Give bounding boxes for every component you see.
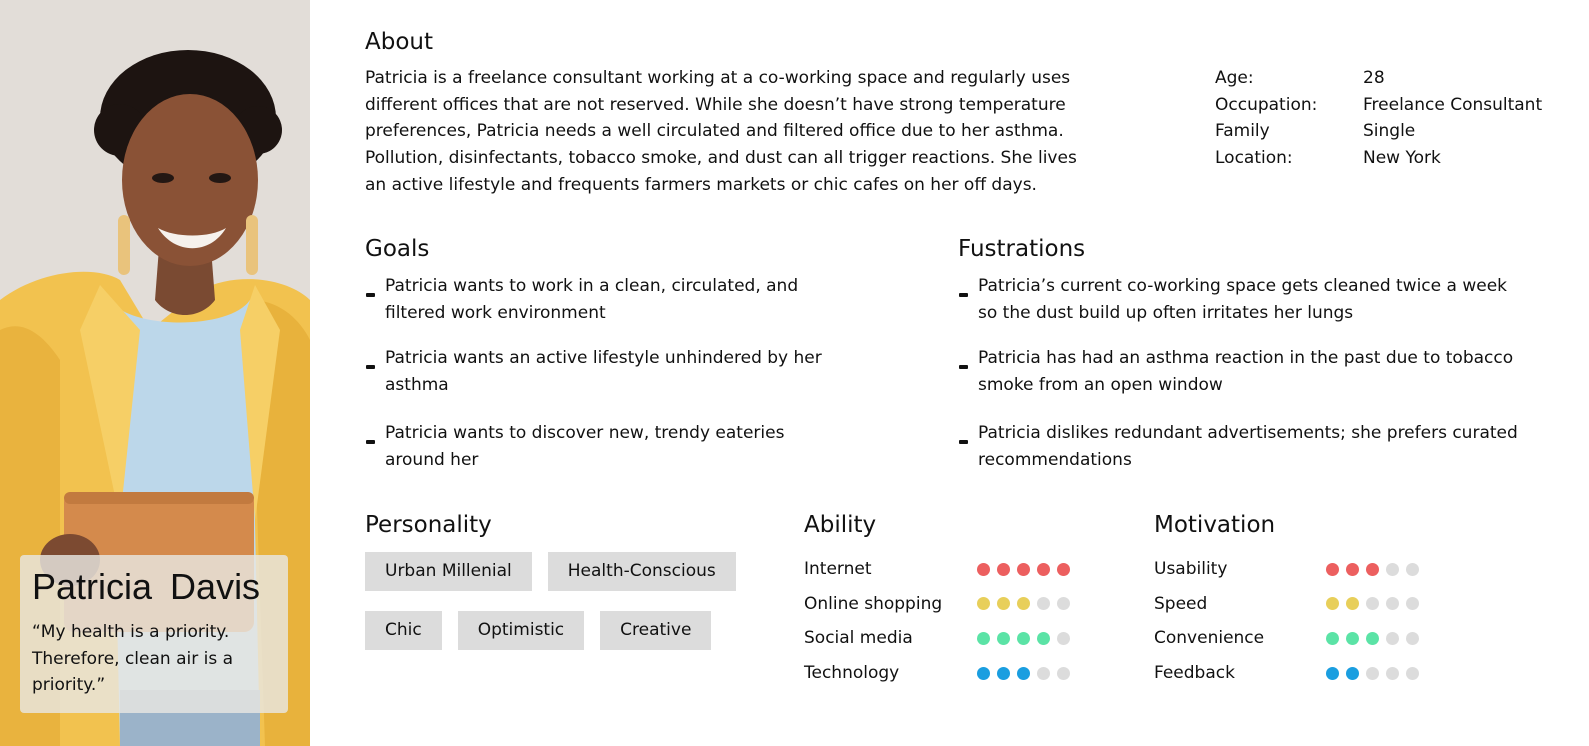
rating-dots (1326, 563, 1419, 576)
frustration-text: Patricia dislikes redundant advertisements; she prefers curated recommendations (978, 423, 1518, 470)
motivation-heading: Motivation (1154, 512, 1276, 538)
rating-label: Speed (1154, 593, 1208, 614)
rating-dot-filled (997, 563, 1010, 576)
rating-row (804, 552, 1070, 587)
persona-name-card (20, 555, 288, 713)
rating-dot-empty (1406, 632, 1419, 645)
rating-label: Online shopping (804, 593, 943, 614)
rating-dot-empty (1057, 597, 1070, 610)
rating-dot-filled (1326, 563, 1339, 576)
rating-dot-filled (1346, 667, 1359, 680)
info-value: Freelance Consultant (1363, 94, 1543, 115)
list-item (958, 345, 1518, 398)
goal-text: Patricia wants an active lifestyle unhindered by her asthma (385, 348, 822, 395)
rating-row (1154, 552, 1419, 587)
info-label: Occupation: (1215, 94, 1318, 115)
info-label: Family (1215, 121, 1270, 142)
rating-dot-filled (1346, 563, 1359, 576)
rating-dot-filled (1037, 632, 1050, 645)
list-item (365, 273, 835, 326)
rating-dot-filled (1346, 632, 1359, 645)
rating-dot-filled (1017, 667, 1030, 680)
rating-label: Convenience (1154, 628, 1265, 649)
info-row-family (1215, 118, 1542, 145)
info-label: Location: (1215, 148, 1293, 169)
rating-dot-empty (1366, 667, 1379, 680)
tag-health-conscious[interactable]: Health-Conscious (548, 552, 736, 591)
info-row-location (1215, 145, 1542, 172)
persona-quote: “My health is a priority. Therefore, clean air is a priority.” (32, 622, 234, 695)
rating-dot-empty (1386, 667, 1399, 680)
rating-dot-filled (977, 563, 990, 576)
rating-dot-filled (1017, 563, 1030, 576)
goal-text: Patricia wants to discover new, trendy eateries around her (385, 423, 785, 470)
dash-bullet-icon (959, 365, 968, 369)
rating-dot-filled (997, 632, 1010, 645)
dash-bullet-icon (959, 440, 968, 444)
tag-urban-millenial[interactable]: Urban Millenial (365, 552, 532, 591)
tag-chic[interactable]: Chic (365, 611, 442, 650)
rating-row (1154, 621, 1419, 656)
personality-tags (365, 552, 785, 670)
rating-dots (977, 632, 1070, 645)
rating-dot-filled (1017, 597, 1030, 610)
rating-dot-empty (1386, 632, 1399, 645)
rating-dot-filled (977, 667, 990, 680)
dash-bullet-icon (959, 293, 968, 297)
dash-bullet-icon (366, 293, 375, 297)
persona-info-table (1215, 65, 1542, 172)
rating-dot-filled (1037, 563, 1050, 576)
info-row-age (1215, 65, 1542, 92)
rating-dots (1326, 667, 1419, 680)
rating-dots (1326, 632, 1419, 645)
list-item (958, 273, 1518, 326)
persona-name: Patricia Davis (32, 566, 261, 607)
rating-label: Usability (1154, 559, 1228, 580)
frustrations-heading: Fustrations (958, 236, 1086, 262)
rating-dots (1326, 597, 1419, 610)
rating-dot-filled (1326, 632, 1339, 645)
persona-photo (0, 0, 310, 746)
dash-bullet-icon (366, 365, 375, 369)
rating-dot-empty (1406, 597, 1419, 610)
rating-dot-filled (1326, 597, 1339, 610)
info-value: 28 (1363, 68, 1385, 88)
rating-label: Feedback (1154, 663, 1235, 684)
rating-dot-filled (997, 597, 1010, 610)
frustration-text: Patricia’s current co-working space gets cleaned twice a week so the dust build up often irritates her lungs (978, 276, 1508, 323)
goal-text: Patricia wants to work in a clean, circulated, and filtered work environment (385, 276, 799, 323)
ability-heading: Ability (804, 512, 877, 538)
rating-dot-empty (1037, 667, 1050, 680)
info-value: Single (1363, 121, 1416, 142)
rating-label: Social media (804, 628, 913, 649)
rating-row (1154, 656, 1419, 691)
info-label: Age: (1215, 68, 1254, 88)
rating-dot-filled (977, 597, 990, 610)
info-row-occupation (1215, 92, 1542, 119)
rating-row (804, 587, 1070, 622)
personality-heading: Personality (365, 512, 492, 538)
rating-dot-filled (1366, 632, 1379, 645)
rating-row (1154, 587, 1419, 622)
rating-dot-empty (1366, 597, 1379, 610)
rating-dot-empty (1037, 597, 1050, 610)
rating-dot-filled (1057, 563, 1070, 576)
tag-creative[interactable]: Creative (600, 611, 711, 650)
rating-dot-filled (977, 632, 990, 645)
rating-dots (977, 563, 1070, 576)
dash-bullet-icon (366, 440, 375, 444)
frustration-text: Patricia has had an asthma reaction in the past due to tobacco smoke from an open window (978, 348, 1514, 395)
list-item (958, 420, 1518, 473)
rating-row (804, 621, 1070, 656)
rating-dot-filled (1326, 667, 1339, 680)
info-value: New York (1363, 148, 1441, 169)
rating-dot-filled (1017, 632, 1030, 645)
rating-dot-empty (1057, 667, 1070, 680)
goals-list (365, 273, 835, 473)
rating-dot-filled (997, 667, 1010, 680)
motivation-ratings (1154, 552, 1419, 690)
rating-label: Internet (804, 559, 872, 580)
rating-dots (977, 597, 1070, 610)
tag-row (365, 611, 785, 650)
rating-row (804, 656, 1070, 691)
rating-dot-empty (1386, 597, 1399, 610)
rating-dot-empty (1406, 563, 1419, 576)
rating-dot-filled (1366, 563, 1379, 576)
rating-dot-empty (1406, 667, 1419, 680)
frustrations-list (958, 273, 1518, 473)
rating-dot-empty (1386, 563, 1399, 576)
list-item (365, 420, 835, 473)
about-text: Patricia is a freelance consultant working at a co-working space and regularly uses different offices that are not reserved. While she doesn’t have strong temperature preferences, Patricia needs a well circulated and filtered office due to her asthma. Pollution, disinfectants, tobacco smoke, and dust can all trigger reactions. She lives an active lifestyle and frequents farmers markets or chic cafes on her off days. (365, 68, 1077, 195)
list-item (365, 345, 835, 398)
rating-dots (977, 667, 1070, 680)
about-heading: About (365, 29, 434, 55)
tag-optimistic[interactable]: Optimistic (458, 611, 584, 650)
goals-heading: Goals (365, 236, 430, 262)
ability-ratings (804, 552, 1070, 690)
tag-row (365, 552, 785, 591)
rating-label: Technology (804, 663, 900, 684)
rating-dot-filled (1346, 597, 1359, 610)
rating-dot-empty (1057, 632, 1070, 645)
